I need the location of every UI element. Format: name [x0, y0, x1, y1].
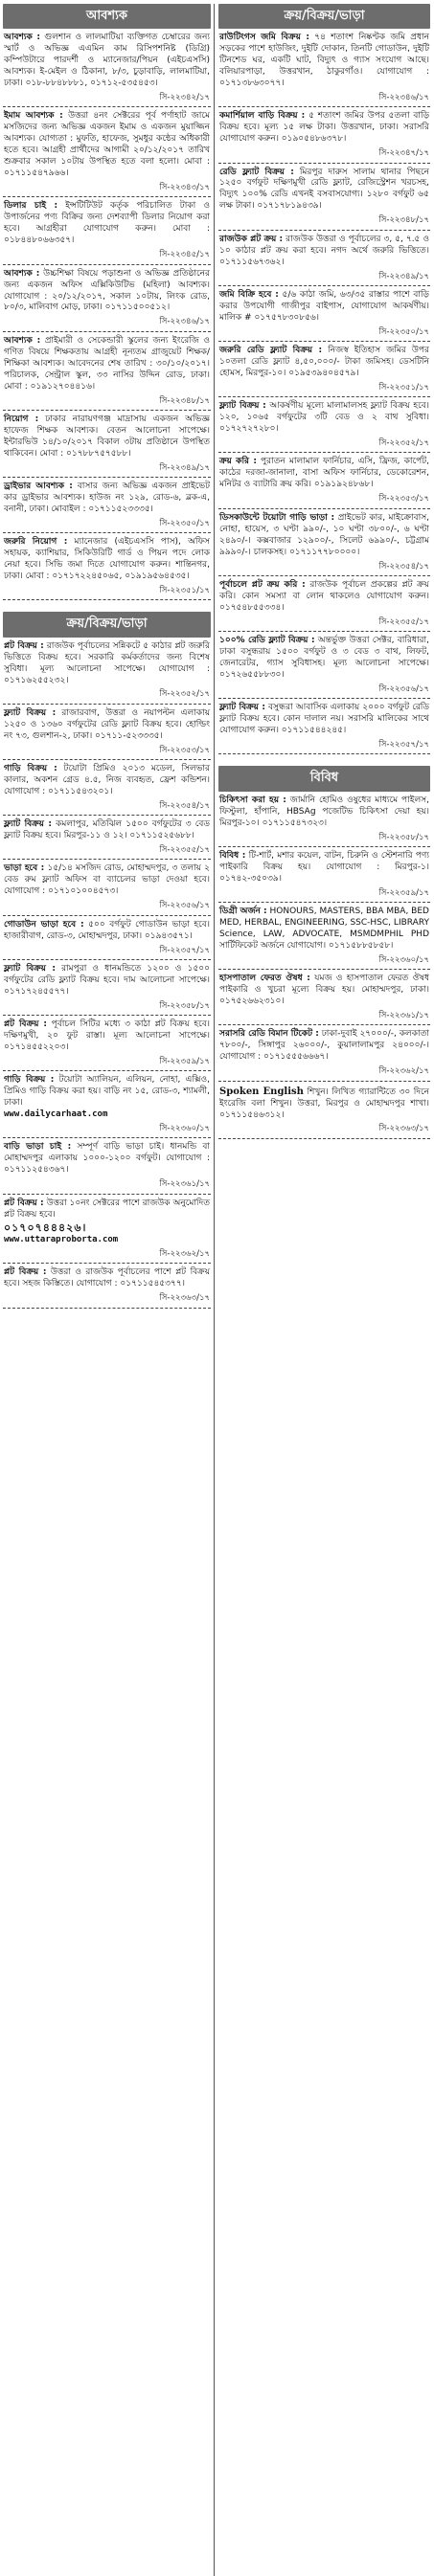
ad-keyword: ফ্ল্যাট বিক্রয় : — [4, 963, 56, 974]
ad-keyword: বাড়ি ভাড়া চাই : — [4, 1142, 72, 1153]
ad-body: রাজউক পূর্বাচল প্রকল্পের প্লট ক্রয় করি। কোন সমস্যা বা লোন থাকলেও যোগাযোগ করুন। ০১৭৫৪৮৫৫৩৩৪। — [219, 579, 429, 613]
classified-ad — [3, 641, 211, 701]
ad-body: যমজ ও হাসপাতাল ফেরত ঔষধ পাইকারি ও খুচরা মূল্যে বিক্রয় হয়। মোহাম্মদপুর, ঢাকা। ০১৭৫২৬৬২৩১০। — [219, 974, 429, 1007]
ad-keyword: রেডি ফ্ল্যাট বিক্রয় : — [219, 167, 294, 177]
ad-divider — [218, 575, 430, 576]
ad-body: জার্মানি হোমিও ওষুধের মাধ্যমে পাইলস, ফিস্টুলা, হাঁপানি, HBSAg পজেটিভ চিকিৎসা দেয়া হয়। মিরপুর-১০। ০১৭১১৫৪৭৩২৩। — [219, 795, 429, 828]
ad-divider — [3, 915, 211, 916]
classified-ad — [218, 111, 430, 159]
ad-divider — [218, 1024, 430, 1025]
ad-body: রাজউক পূর্বাচলের সন্নিকটে ৫ কাঠার প্লট জরুরি ভিত্তিতে বিক্রয় হবে। সরকারি কর্মকর্তাদের জন্য বিশেষ সুবিধা। মূল্য আলোচনা সাপেক্ষে। যোগাযোগ : ০১৭১৬২৫৫২৩২। — [4, 640, 210, 685]
ad-divider — [218, 969, 430, 970]
ad-text — [219, 290, 429, 325]
ad-body: বাসার জন্য অভিজ্ঞ একজন প্রাইভেট কার ড্রাইভার আবশ্যক। হাউজ নং ১২৯, রোড-৬, ব্লক-এ, বনানী, ঢাকা। মোবাইল : ০১৭১১৫২৩৩৩৫। — [4, 482, 210, 514]
ad-keyword: ফ্ল্যাট বিক্রয় : — [219, 703, 265, 713]
classified-ad — [3, 482, 211, 529]
classified-ad — [3, 920, 211, 956]
ad-divider — [3, 264, 211, 265]
ad-text — [4, 641, 210, 687]
ad-reference-code: সি-২২৩৫৫/১৭ — [159, 845, 210, 856]
ad-text — [219, 235, 429, 269]
ad-reference-code: সি-২২৩৬০/১৭ — [159, 1124, 210, 1134]
ad-text — [4, 764, 210, 798]
classified-ad — [218, 580, 430, 628]
ad-text — [4, 964, 210, 998]
ad-body: HONOURS, MASTERS, BBA MBA, BED MED, HERBAL, ENGINEERING, SSC-HSC, LIBRARY Science, LAW, ADVOCATE, MSMDMPHIL PHD সার্টিফিকেট অর্জনে যোগাযোগ। ০১৭১৫৮৮৫৮৫৮। — [219, 907, 429, 951]
ad-keyword: ইমাম আবশ্যক : — [4, 111, 63, 122]
ad-divider — [3, 759, 211, 760]
ad-keyword: আবশ্যক : — [4, 268, 40, 279]
ad-body: টি-শার্ট, মশার কয়েল, বাটন, চিরুনি ও স্টেশনারি পণ্য পাইকারি বিক্রয় হয়। যোগাযোগ : মিরপুর-১। ০১৭৪২-৩৫০৩৯। — [219, 850, 429, 884]
ad-body: কমলাপুর, মতিঝিল ১৫০০ বর্গফুটের ৩ বেড ফ্ল্যাট বিক্রয় হবে। মিরপুর-১১ ও ১২। ০১৭১১৫২৫৬৮৮। — [4, 819, 210, 841]
ad-body: গুলশান ও লালমাটিয়া ব্যক্তিগত চেম্বারের জন্য স্মার্ট ও অভিজ্ঞ এএমিন কাম রিসিপশনিষ্ট (ডিগ্রি) কম্পিউটারে পারদর্শী ও ম্যানেজার/পিয়ন (এইচএসসি) আবশ্যক। ই-মেইল ও ঠিকানা, ৮/৩, চুড়াবাড়ি, লালমাটিয়া, ঢাকা। ০১৮-৮৮৪৮৮৮১, ০১৭১২-৫৩৫৪৫৩। — [4, 33, 210, 89]
ad-divider — [218, 396, 430, 397]
ad-reference-code: সি-২২৩৫৬/১৭ — [159, 901, 210, 911]
classified-ad — [218, 290, 430, 338]
ad-reference-code: সি-২২৩৫৩/১৭ — [159, 745, 210, 755]
ad-body: টয়োটা প্রিমিও ২০১৩ মডেল, সিলভার কালার, অকশন গ্রেড ৪.৫, নিজ ব্যবহৃত, ফ্রেশ কন্ডিশন। যোগাযোগ : ০১৭১১৫৪৩২০১। — [4, 763, 210, 796]
classified-ad — [3, 1075, 211, 1134]
ad-keyword: সরাসরি রেডি বিমান টিকেট : — [219, 1029, 319, 1040]
ad-divider — [3, 959, 211, 960]
classified-ad — [218, 168, 430, 227]
ad-phone: ০১৭০৭৪৪৪২৬। — [4, 1221, 87, 1234]
classified-ad — [218, 346, 430, 393]
classified-ad — [3, 336, 211, 407]
ad-text — [4, 1198, 210, 1221]
ad-keyword: ডিলার চাই : — [4, 201, 58, 212]
ad-keyword: প্লট বিক্রয় : — [4, 1019, 47, 1030]
ad-reference-code: সি-২২৩৫৭/১৭ — [159, 945, 210, 955]
ad-keyword: ড্রাইভার আবশ্যক : — [4, 482, 73, 492]
classified-ad — [3, 537, 211, 596]
ad-divider — [218, 341, 430, 342]
classified-ad — [218, 907, 430, 966]
left-column — [3, 4, 215, 2576]
ad-body: বসুন্ধরা আবাসিক এলাকায় ২০০০ বর্গফুট রেডি ফ্ল্যাট বিক্রয় হবে। কোন দালাল নয়। সরাসরি মালিকের সাথে যোগাযোগ করুন। ০১৭১১৫৪৪২৪৫। — [219, 703, 429, 736]
ad-divider — [218, 1081, 430, 1082]
classified-ad — [3, 1142, 211, 1190]
ad-text — [219, 974, 429, 1008]
ad-keyword: আবশ্যক : — [4, 335, 41, 346]
ad-body: ৫/৬ কাঠা জমি, ৬৩/৩৫ রাস্তার পাশে বাড়ি করার উপযোগী গাজীপুর বাইপাস, যোগাযোগ আকর্ষণীয়। মালিক # ০১৭৫৭৮৩০৮৫৬। — [219, 289, 429, 323]
ad-reference-code: সি-২২৩৬২/১৭ — [378, 1066, 429, 1077]
ad-keyword: জমি বিক্রি হবে : — [219, 289, 279, 300]
ad-body: সম্পূর্ণ বাড়ি ভাড়া চাই। ধানমন্ডি বা মোহাম্মদপুর এলাকায় ১০০০-১২০০ বর্গফুট। যোগাযোগ : ০১৭১১২৫৪৩৬৭। — [4, 1142, 210, 1176]
ad-reference-code: সি-২২৩৬২/১৭ — [159, 1249, 210, 1260]
classified-ad — [3, 1267, 211, 1304]
ad-keyword: Spoken English — [219, 1086, 304, 1097]
classified-ad — [218, 235, 430, 282]
ad-text — [219, 168, 429, 213]
ad-keyword: ফ্ল্যাট বিক্রয় : — [4, 707, 57, 718]
ad-reference-code: সি-২২৩৫৪/১৭ — [159, 800, 210, 811]
ad-reference-code: সি-২২৩৫২/১৭ — [378, 438, 429, 449]
ad-body: শিখুন। লিখিত গ্যারান্টিতে ৩০ দিনে ইংরেজি বলা শিখুন। উত্তরা, মিরপুর ও মোহাম্মদপুর শাখা। ০১৭১১৫৪৬৩১২। — [219, 1086, 429, 1120]
ad-keyword: ভাড়া হবে : — [4, 863, 45, 874]
ad-divider — [218, 106, 430, 107]
ad-keyword: জরুরি নিয়োগ : — [4, 537, 68, 548]
ad-keyword: ক্রয় করি : — [219, 457, 257, 467]
ad-divider — [218, 902, 430, 903]
ad-divider — [218, 163, 430, 164]
ad-reference-code: সি-২২৩৪৬/১৭ — [159, 317, 210, 327]
ad-text — [219, 401, 429, 436]
classified-ad — [3, 33, 211, 103]
ad-keyword: ডিসকাউন্টে টয়োটা গাড়ি ভাড়া : — [219, 512, 335, 523]
ad-reference-code: সি-২২৩৫৮/১৭ — [159, 1000, 210, 1011]
ad-text — [219, 346, 429, 380]
ad-keyword: প্লট বিক্রয় : — [4, 1267, 47, 1278]
ad-divider — [218, 846, 430, 847]
ad-divider — [218, 285, 430, 286]
ad-divider — [3, 599, 211, 600]
ad-reference-code: সি-২২৩৫৯/১৭ — [159, 1056, 210, 1066]
ad-text — [219, 111, 429, 146]
ad-divider — [3, 1137, 211, 1138]
ad-text — [219, 1029, 429, 1064]
ad-keyword: জরুরি রেডি ফ্ল্যাট বিক্রয় : — [219, 346, 323, 356]
ad-reference-code: সি-২২৩৬০/১৭ — [378, 954, 429, 965]
ad-text — [219, 907, 429, 952]
ad-body: ৫ শতাংশ জমির উপর ৫তলা বাড়ি বিক্রয় হবে। মূল্য ১৫ লক্ষ টাকা। উত্তরখান, ঢাকা। সরাসরি যোগাযোগ করুন। ০১৯০৫৪৮৬৩৭৮। — [219, 111, 429, 145]
ad-divider — [218, 452, 430, 453]
ad-keyword: রাউটিংগস জমি বিক্রয় : — [219, 33, 309, 43]
ad-body: উত্তরা ১০নং সেক্টরের পাশে রাজউক অনুমোদিত প্লট বিক্রয় হবে। — [4, 1198, 210, 1220]
ad-reference-code: সি-২২৩৪৮/১৭ — [378, 215, 429, 226]
section-header-miscellaneous: বিবিধ — [218, 766, 430, 791]
ad-text — [4, 863, 210, 898]
classified-ad — [3, 111, 211, 193]
ad-keyword: ডিগ্রী অর্জন : — [219, 907, 267, 916]
ad-keyword: গাড়ি বিক্রয় : — [4, 763, 57, 773]
ad-keyword: পূর্বাচলে প্লট ক্রয় করি : — [219, 579, 306, 590]
ad-body: ১৫/১৪ মসজিদ রোড, মোহাম্মদপুর, ৩ তলায় ২ বেড রুম ফ্ল্যাট অফিস বা ব্যাচেলর ভাড়া দেওয়া হবে। যোগাযোগ : ০১৭১০১০০৪৫৭৩। — [4, 863, 210, 897]
ad-keyword: বিবিধ : — [219, 850, 246, 861]
classified-ad — [218, 974, 430, 1021]
ad-text — [4, 201, 210, 247]
ad-body: ঢাকার নারায়ণগঞ্জ মাদ্রাসায় একজন অভিজ্ঞ হাফেজ শিক্ষক আবশ্যক। বেতন আলোচনা সাপেক্ষে। ইন্টারভিউ ১৪/১০/২০১৭ বিকাল ৩টায় প্রতিষ্ঠানে উপস্থিত থাকিবেন। মোবা : ০১৭৮৮৭৫৭৫৮৮। — [4, 414, 210, 459]
ad-divider — [3, 1263, 211, 1264]
section-header-buy-sell-rent: ক্রয়/বিক্রয়/ভাড়া — [3, 612, 211, 637]
ad-divider — [218, 508, 430, 509]
ad-text — [4, 414, 210, 460]
ad-text — [219, 457, 429, 491]
classified-ad — [218, 33, 430, 103]
ad-body: উত্তরা ৪নং সেক্টরের পূর্ব পর্ণাহাট জামে মসজিদের জন্য অভিজ্ঞ একজন ইমাম ও একজন মুয়াজ্জিন আবশ্যক। যোগ্যতা : মুফতি, হাফেজ, সুমধুর কন্ঠের অধিকারী হতে হবে। আগ্রহী প্রার্থীদের আগামী ২০/১২/২০১৭ তারিখ শুক্রবার সকাল ১০টায় উপস্থিত হতে বলা হলো। মোবা : ০১৭১১৫৪৭৯৬৬। — [4, 111, 210, 179]
ad-body: মিরপুর দারুস সালাম থানার পিছনে ১২৫০ বর্গফুট দক্ষিণমুখী রেডি ফ্ল্যাট, রেজিস্ট্রেশন খরচসহ, বিদ্যুৎ ১০০% রেডি এখনই বসবাসযোগ্য। ১২৮০ বর্গফুট ৬৫ লক্ষ টাকা। ০১৭১৭৮১৯৪৩৯। — [219, 167, 429, 212]
ad-reference-code: সি-২২৩৫৯/১৭ — [378, 887, 429, 898]
ad-body: টয়োটা অ্যালিয়ন, এলিয়ন, নোহা, এক্সিও, প্রিমিও গাড়ি বিক্রয় করা হয়। বাড়ি নং ১৫, রোড-৩, শ্যামলী, ঢাকা। — [4, 1075, 210, 1109]
ad-keyword: ফ্ল্যাট বিক্রয় : — [219, 401, 266, 412]
classified-ad — [218, 703, 430, 750]
ad-website-link[interactable]: www.uttaraproborta.com — [4, 1235, 119, 1245]
ad-reference-code: সি-২২৩৬১/১৭ — [378, 1011, 429, 1021]
classified-ad — [3, 819, 211, 856]
buy-sell-ads-right — [218, 33, 430, 758]
ad-keyword: হাসপাতাল ফেরত ঔষধ : — [219, 974, 310, 984]
classified-ad — [218, 1029, 430, 1077]
ad-body: আকর্ষণীয় মূল্যে মালামালসহ ফ্ল্যাট বিক্রয় হবে। ১২০, ১০৬৫ বর্গফুটের ৩টি বেড ও ২ বাথ সুবিধা। ০১৭২৭২৭২৮০। — [219, 401, 429, 435]
ad-body: ম্যানেজার (এইচএসসি পাস), অফিস সহায়ক, ক্যাশিয়ার, সিকিউরিটি গার্ড ও পিয়ন পদে লোক নেয়া হবে। সিভি জমা দিতে যোগাযোগ করুন। শান্তিনগর, ঢাকা। মোবা : ০১৭১৭২২৪৫০৬৫, ০১৯১৯৫৬৪৫৩৫। — [4, 537, 210, 582]
classified-ad — [218, 457, 430, 504]
ad-divider — [3, 815, 211, 816]
ad-reference-code: সি-২২৩৫৮/১৭ — [378, 832, 429, 842]
ad-keyword: আবশ্যক : — [4, 33, 40, 43]
ad-text — [219, 580, 429, 615]
ad-divider — [218, 631, 430, 632]
ad-body: রাজউক উত্তরা ও পূর্বাচলের ৩, ৫, ৭.৫ ও ১০ কাঠার প্লট ক্রয় করা হবে। নগদ অর্থে জরুরি ভিত্তিতে। ০১৭১১৫৬৭৩৬২। — [219, 234, 429, 267]
ad-reference-code: সি-২২৩৪৬/১৭ — [378, 93, 429, 102]
ad-reference-code: সি-২২৩৪৯/১৭ — [159, 462, 210, 473]
ad-body: ৫০০ বর্গফুট গোডাউন ভাড়া হবে। হাজারীবাগ, রোড-৩, মোহাম্মদপুর, ঢাকা। ০১৯৪৩৫৭১। — [4, 919, 210, 941]
classified-ad — [3, 269, 211, 328]
ad-reference-code: সি-২২৩৫৫/১৭ — [378, 616, 429, 627]
ad-reference-code: সি-২২৩৫৭/১৭ — [378, 740, 429, 750]
ad-reference-code: সি-২২৩৫৩/১৭ — [378, 494, 429, 504]
ad-body: উচ্চশিক্ষা বিষয়ে পড়াশুনা ও অভিজ্ঞ প্রতিষ্ঠানের জন্য একজন অফিস এক্সিকিউটিভ (মহিলা) আবশ্যক। যোগাযোগ : ২০/১২/২০১৭, সকাল ১০টায়, লিংক রোড, ৮০/৩, মালিবাগ মোড়, ঢাকা। ০১৭১১৫০০৫১২। — [4, 268, 210, 313]
ad-keyword: কমার্শিয়াল বাড়ি বিক্রয় : — [219, 111, 306, 122]
ad-keyword: ১০০% রেডি ফ্ল্যাট বিক্রয় : — [219, 636, 315, 646]
ad-keyword: প্লট বিক্রয় : — [4, 640, 44, 651]
ad-divider — [218, 753, 430, 754]
ad-body: প্রাইভেট কার, মাইক্রোবাস, নোহা, হায়েস, ৩ ঘণ্টা ৯৯০/-, ১০ ঘণ্টা ৩৮০০/-, ৬ ঘণ্টা ২৪৯০/-। কক্সবাজার ১২৯০০/-, সিলেট ৬৯৯০/-, চট্টগ্রাম ৯৯৯০/-। চালকসহ। ০১৭১১৭৭৮০০০০। — [219, 512, 430, 557]
classified-ad — [218, 1086, 430, 1135]
classified-ad — [218, 513, 430, 572]
ad-reference-code: সি-২২৩৬১/১৭ — [159, 1179, 210, 1190]
ad-reference-code: সি-২২৩৪৮/১৭ — [159, 395, 210, 406]
ad-divider — [3, 704, 211, 705]
ad-text — [219, 636, 429, 682]
ad-body: প্রাইমারী ও সেকেন্ডারী স্কুলের জন্য ইংরেজি ও গণিত বিষয়ে শিক্ষকতায় আগ্রহী নূন্যতম গ্রাজুয়েট শিক্ষক/শিক্ষিকা আবশ্যক। আবেদনের শেষ তারিখ : ৩০/১০/২০১৭। পরিচালক, সেন্ট্রাল স্কুল, ৩৩ নাসির উদ্দিন রোড, ঢাকা। মোবা : ০১৯১২৭০৪৪১৬। — [4, 335, 210, 392]
ad-divider — [3, 1194, 211, 1195]
classified-ad — [3, 863, 211, 911]
classified-ad — [3, 414, 211, 474]
ad-reference-code: সি-২২৩৪৯/১৭ — [378, 271, 429, 281]
ad-reference-code: সি-২২৩৫১/১৭ — [378, 382, 429, 392]
ad-divider — [3, 532, 211, 533]
ad-text — [219, 851, 429, 885]
ad-keyword: গাড়ি বিক্রয় : — [4, 1075, 55, 1086]
ad-text — [219, 33, 429, 90]
buy-sell-ads-left — [3, 641, 211, 1312]
ad-divider — [3, 410, 211, 411]
ad-divider — [3, 1015, 211, 1016]
ad-text — [219, 1086, 429, 1122]
right-column — [218, 4, 430, 2576]
section-header-buy-sell-rent-right: ক্রয়/বিক্রয়/ভাড়া — [218, 4, 430, 29]
ad-reference-code: সি-২২৩৪৩/১৭ — [159, 183, 210, 193]
classified-ad — [3, 1198, 211, 1261]
ad-website-link[interactable]: www.dailycarhaat.com — [4, 1109, 108, 1120]
ad-text — [219, 703, 429, 737]
ad-divider — [3, 859, 211, 860]
ad-reference-code: সি-২২৩৪৫/১৭ — [159, 250, 210, 260]
ad-text — [4, 708, 210, 743]
classified-ad — [3, 1019, 211, 1067]
ad-divider — [3, 196, 211, 197]
ad-reference-code: সি-২২৩৪২/১৭ — [159, 93, 210, 102]
classified-ad — [218, 795, 430, 843]
ad-divider — [218, 1138, 430, 1139]
classified-ad — [3, 964, 211, 1012]
ad-divider — [3, 1308, 211, 1309]
classified-ad — [218, 401, 430, 449]
ad-reference-code: সি-২২৩৫১/১৭ — [159, 586, 210, 596]
classified-ad — [3, 708, 211, 756]
ad-body: পুরাতন মালামাল ফার্নিচার, এসি, ফ্রিজ, কার্পেট, কাঠের দরজা-জানালা, বাসা অফিস ফার্নিচার, ডেকোরেশন, মনিটর ও ব্যাটারি ক্রয় করি। ০১৯১৯২৪৮৬৮। — [219, 457, 429, 490]
ad-reference-code: সি-২২৩৫২/১৭ — [159, 689, 210, 700]
ad-reference-code: সি-২২৩৫০/১৭ — [159, 518, 210, 528]
ad-body: পূর্বাচল সিটির মধ্যে ৩ কাঠা প্লট বিক্রয় হবে। দক্ষিণমুখী, ২০ ফুট রাস্তা। মূল্য আলোচনা সাপেক্ষে। ০১৭১৪৫৫২২০৩। — [4, 1019, 210, 1052]
classified-ad — [3, 764, 211, 812]
misc-ads — [218, 795, 430, 1143]
ad-body: রাজারবাগ, উত্তরা ও নয়াপল্টন এলাকায় ১২৫০ ও ১৩৬০ বর্গফুটের রেডি ফ্ল্যাট বিক্রয় হবে। হোল্ডিং নং ৭৩, গুলশান-২, ঢাকা। ০১৭১১-৫২৩৩৩৫। — [4, 707, 210, 741]
ad-body: ইন্সটিটিউট কর্তৃক পরিচালিত টাকা ও উপার্জনের পণ্য বিক্রির জন্য দেশব্যাপী ডিলার নিয়োগ করা হবে। আগ্রহীরা যোগাযোগ করুন। মোবা : ০১৮৪৪৮০৬৬৩৫৭। — [4, 201, 210, 246]
ad-text — [4, 33, 210, 90]
ad-text — [4, 537, 210, 583]
ad-body: রামপুরা ও ধানমন্ডিতে ১২০০ ও ১৫০০ বর্গফুটের রেডি ফ্ল্যাট বিক্রয় হবে। দাম আলোচনা সাপেক্ষে। ০১৭১৭২৪৫৫৭৭। — [4, 963, 210, 997]
ad-text — [4, 1267, 210, 1290]
ad-keyword: গোডাউন ভাড়া হবে : — [4, 919, 84, 930]
classified-ad — [218, 851, 430, 899]
ad-text — [4, 336, 210, 393]
ad-divider — [218, 698, 430, 699]
wanted-ads — [3, 33, 211, 604]
ad-text — [4, 1075, 210, 1109]
ad-reference-code: সি-২২৩৬৩/১৭ — [159, 1293, 210, 1304]
ad-text — [4, 920, 210, 943]
ad-text — [4, 819, 210, 842]
ad-divider — [3, 477, 211, 478]
ad-text — [219, 513, 429, 559]
ad-keyword: নিয়োগ : — [4, 414, 39, 424]
ad-divider — [3, 331, 211, 332]
ad-reference-code: সি-২২৩৫০/১৭ — [378, 326, 429, 337]
section-header-wanted: আবশ্যক — [3, 4, 211, 29]
ad-text — [4, 111, 210, 180]
ad-keyword: ফ্ল্যাট বিক্রয় : — [4, 819, 52, 830]
ad-divider — [218, 230, 430, 231]
ad-reference-code: সি-২২৩৪৭/১৭ — [378, 148, 429, 159]
ad-divider — [3, 106, 211, 107]
ad-reference-code: সি-২২৩৬৩/১৭ — [378, 1124, 429, 1134]
ad-body: উত্তরা ও রাজউক পূর্বাচলের পাশে প্লট বিক্রয় হবে। সহজ কিস্তিতে। যোগাযোগ : ০১৭১১৫৪৫৩৭৭। — [4, 1267, 210, 1289]
ad-text — [4, 269, 210, 315]
ad-body: নিজস্ব ইতিহাস জমির উপর ১০তলা রেডি ফ্ল্যাট ৪,৫০,০০০/- টাকা জমিসহ। ডেসটিনি হোমস, মিরপুর-১০। ০১৯৫৩৯৪০৪৫৭৯। — [219, 346, 429, 379]
ad-keyword: প্লট বিক্রয় : — [4, 1198, 44, 1208]
ad-keyword: চিকিৎসা করা হয় : — [219, 795, 286, 805]
ad-keyword: রাজউক প্লট ক্রয় : — [219, 234, 284, 244]
ad-divider — [3, 1070, 211, 1071]
ad-body: অন্তর্ভুক্ত উত্তরা সেক্টর, বারিধারা, ঢাকা বসুন্ধরায় ১৫০০ বর্গফুট ও ৩ বেড ৩ বাথ, লিফট, জেনারেটর, গ্যাস সুবিধাসহ। মূল্য আলোচনা সাপেক্ষে। ০১৭২৬৫৫৮৮৩০। — [219, 636, 429, 680]
ad-text — [4, 1142, 210, 1176]
ad-body: ঢাকা-দুবাই ২৭০০০/-, কলকাতা ৭৮০০/-, সিঙ্গাপুর ২৬০০০/-, কুয়ালালামপুর ২৪০০০/-। যোগাযোগ : ০১৭১৫৫৫৬৬৬৭। — [219, 1029, 429, 1063]
classified-ad — [218, 636, 430, 695]
ad-body: ৭৪ শতাংশ নিষ্কণ্টক জমি প্রধান সড়কের পাশে হাউজিং, দুইটি দোকান, তিনটি গোডাউন, দুইটি টিনশেড ঘর, একটি ঘাট, বিদ্যুৎ ও গ্যাস সংযোগ আছে। বলিয়ারপাড়া, উত্তরখান, ঠাকুরগাঁও। যোগাযোগ : ০১৭১৩৮৬৩০৭৭। — [219, 33, 429, 89]
ad-text — [219, 795, 429, 830]
ad-text — [4, 1019, 210, 1054]
ad-text — [4, 482, 210, 516]
classified-ad — [3, 201, 211, 260]
ad-reference-code: সি-২২৩৫৪/১৭ — [378, 561, 429, 571]
ad-reference-code: সি-২২৩৫৬/১৭ — [378, 683, 429, 694]
